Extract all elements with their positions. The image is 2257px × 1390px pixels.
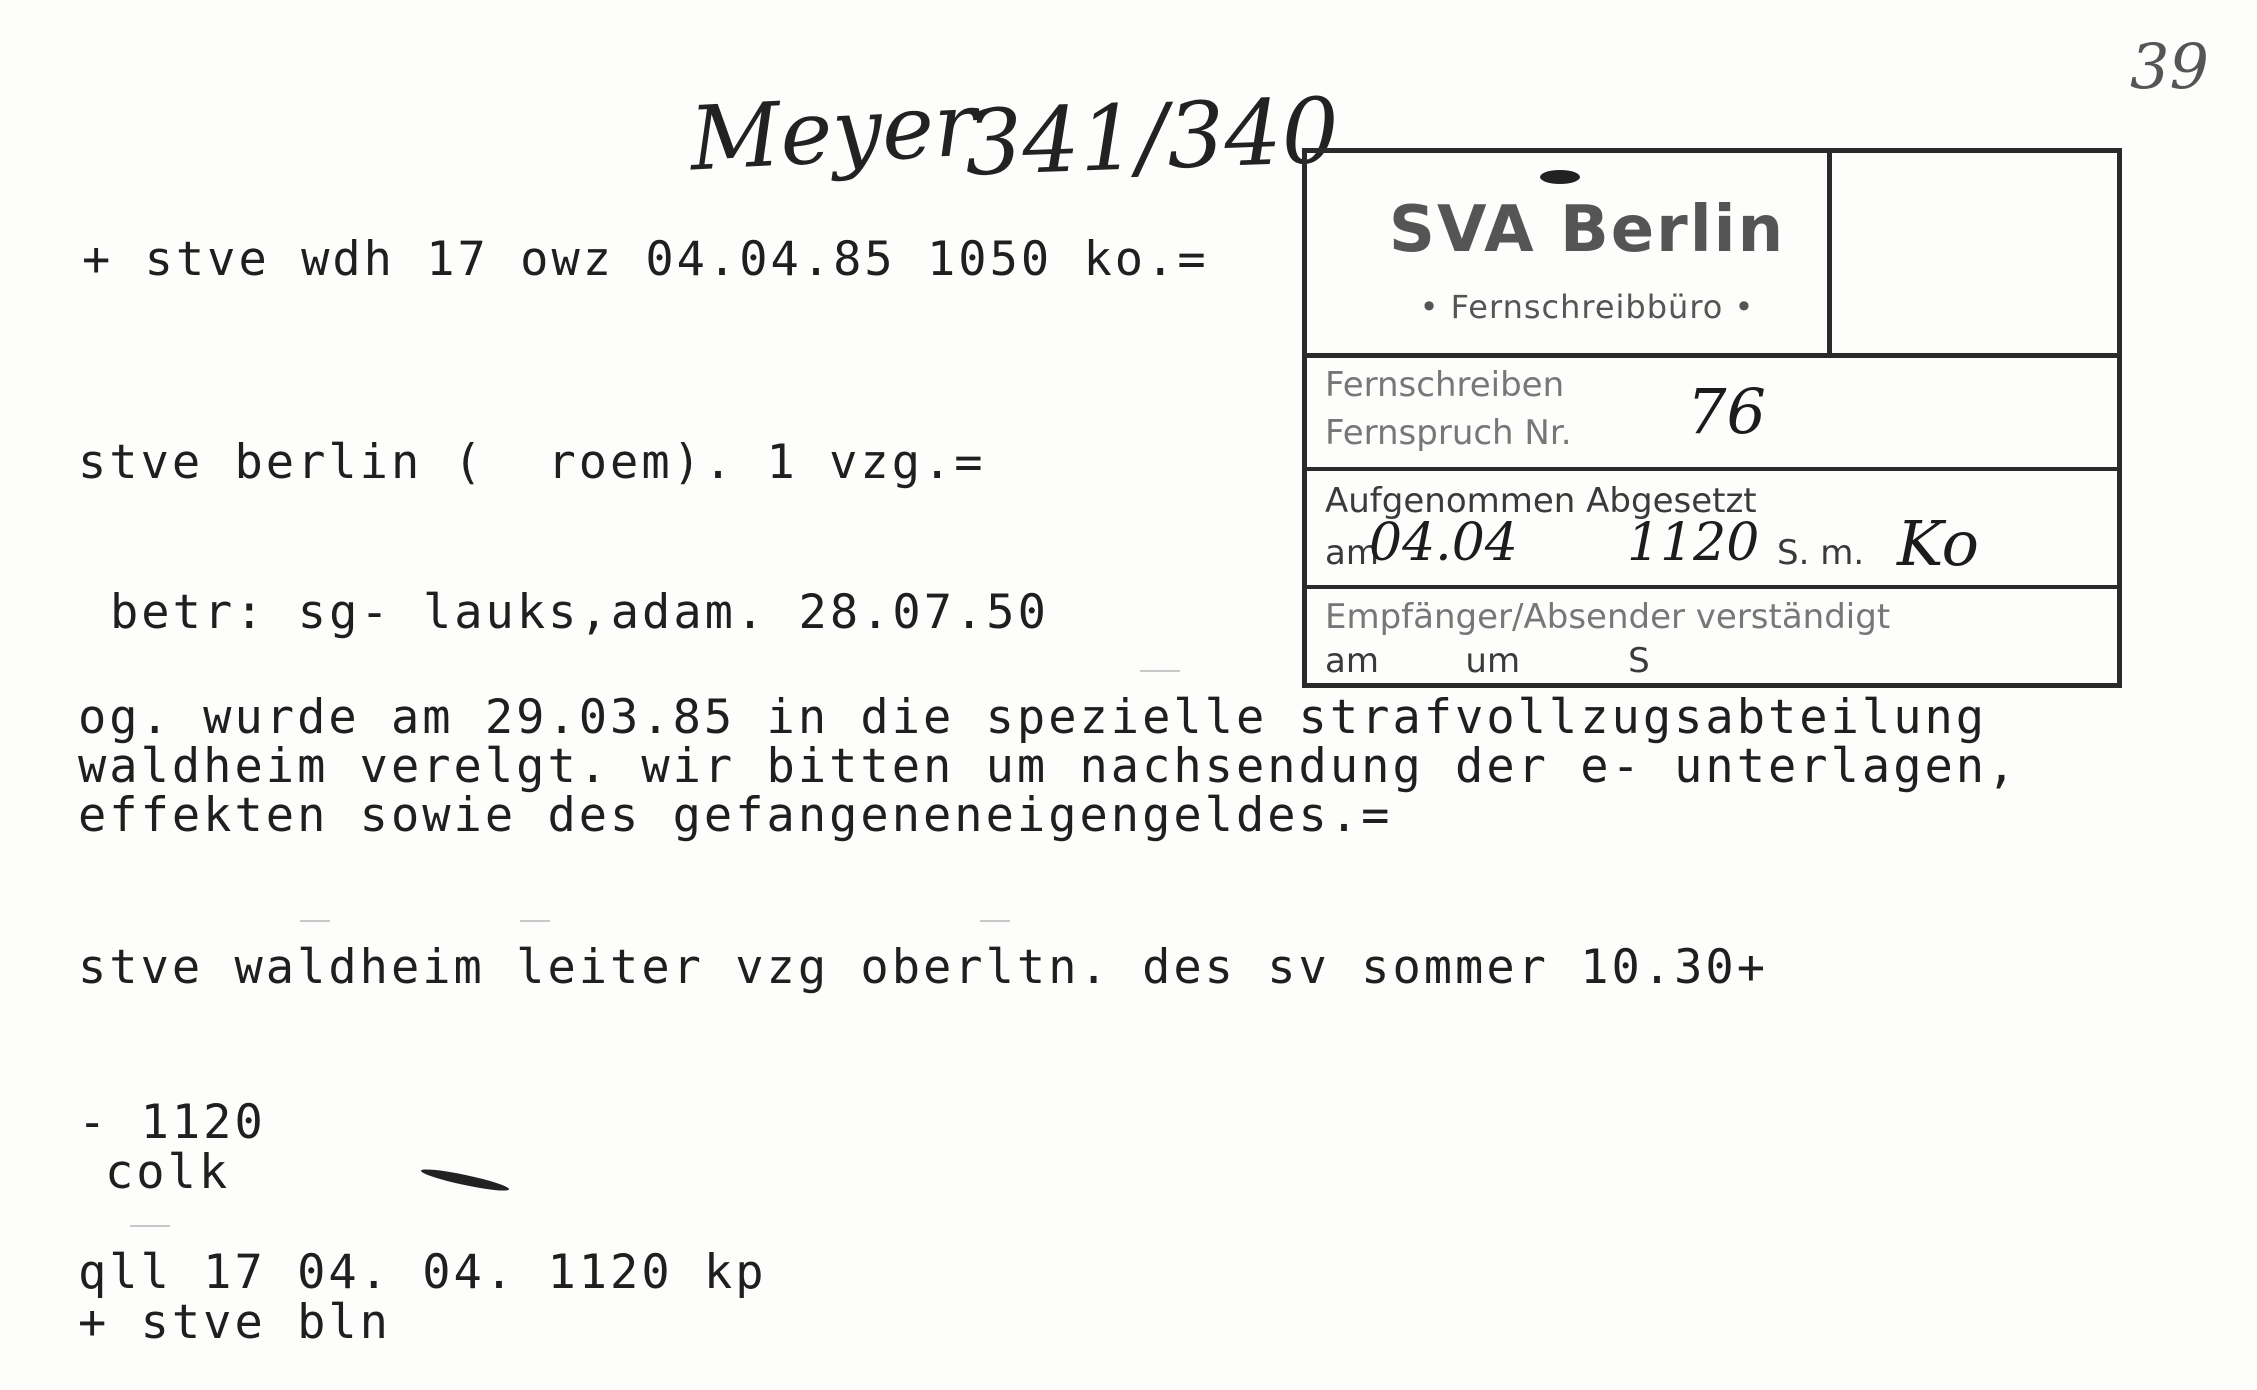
stamp-label-am-um: am um S <box>1325 641 1650 681</box>
telex-body-line-3: effekten sowie des gefangeneneigengeldes.= <box>78 788 1393 843</box>
telex-header-line: + stve wdh 17 owz 04.04.85 1050 ko.= <box>82 232 1209 287</box>
telex-signature-line: stve waldheim leiter vzg oberltn. des sv sommer 10.30+ <box>78 940 1769 995</box>
stamp-received-initials: Ko <box>1897 507 1979 580</box>
scan-mark <box>130 1225 170 1227</box>
telex-ack-line-1: - 1120 <box>78 1095 266 1150</box>
stamp-message-number: 76 <box>1687 375 1766 448</box>
stamp-subtitle: • Fernschreibbüro • <box>1419 288 1755 326</box>
ink-smudge <box>420 1166 510 1194</box>
stamp-label-empfaenger: Empfänger/Absender verständigt <box>1325 597 1891 637</box>
stamp-label-aufgenommen: Aufgenommen Abgesetzt <box>1325 481 1757 521</box>
telex-body-line-1: og. wurde am 29.03.85 in die spezielle strafvollzugsabteilung <box>78 690 1988 745</box>
stamp-row-notified <box>1307 589 2117 685</box>
stamp-label-am: am <box>1325 533 1379 573</box>
scan-mark <box>1140 670 1180 672</box>
stamp-label-fernschreiben: Fernschreiben <box>1325 365 1565 405</box>
telex-subject-line: betr: sg- lauks,adam. 28.07.50 <box>110 585 1049 640</box>
stamp-label-sm: S. m. <box>1777 533 1865 573</box>
telex-footer-line-1: qll 17 04. 04. 1120 kp <box>78 1245 767 1300</box>
stamp-header <box>1307 153 2117 358</box>
scan-mark <box>520 920 550 922</box>
stamp-row-received <box>1307 471 2117 589</box>
stamp-received-date: 04.04 <box>1369 513 1518 573</box>
stamp-title: SVA Berlin <box>1388 193 1786 267</box>
stamp-received-time: 1120 <box>1627 513 1760 573</box>
scan-mark <box>300 920 330 922</box>
telex-body-line-2: waldheim verelgt. wir bitten um nachsendung der e- unterlagen, <box>78 739 2019 794</box>
telex-ack-line-2: colk <box>105 1145 231 1200</box>
stamp-divider <box>1827 153 1832 353</box>
scan-mark <box>980 920 1010 922</box>
handwritten-reference: 341/340 <box>963 78 1341 197</box>
stamp-label-fernspruch: Fernspruch Nr. <box>1325 413 1572 453</box>
telex-footer-line-2: + stve bln <box>78 1295 391 1350</box>
office-stamp <box>1302 148 2122 688</box>
stamp-row-message-number <box>1307 353 2117 471</box>
handwritten-name: Meyer <box>687 72 979 191</box>
page-number: 39 <box>2130 30 2209 103</box>
telex-recipient-line: stve berlin ( roem). 1 vzg.= <box>78 435 986 490</box>
